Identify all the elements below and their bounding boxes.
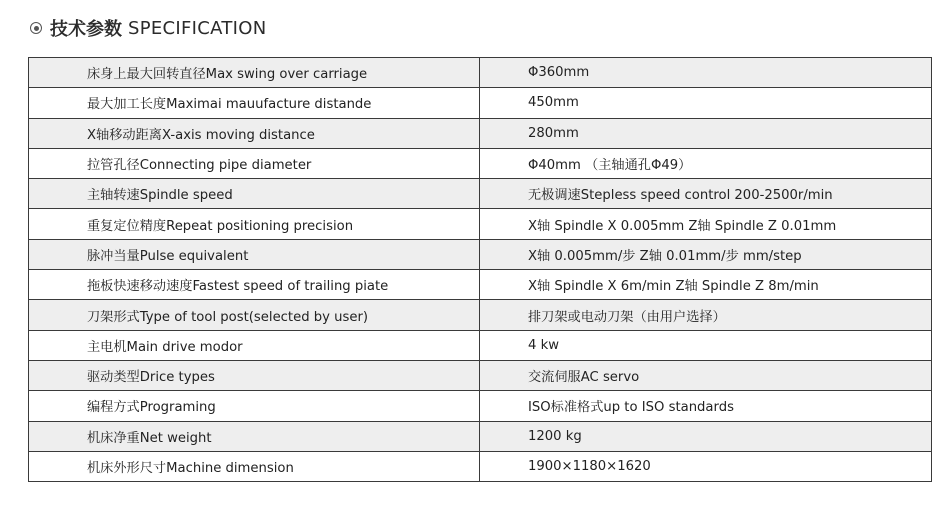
spec-label: 脉冲当量Pulse equivalent bbox=[29, 239, 480, 269]
spec-label: 机床净重Net weight bbox=[29, 421, 480, 451]
spec-value: Φ40mm （主轴通孔Φ49） bbox=[480, 148, 932, 178]
table-row bbox=[29, 88, 932, 118]
spec-label: 拖板快速移动速度Fastest speed of trailing piate bbox=[29, 270, 480, 300]
table-row bbox=[29, 179, 932, 209]
spec-value: 无极调速Stepless speed control 200-2500r/min bbox=[480, 179, 932, 209]
spec-label: 主电机Main drive modor bbox=[29, 330, 480, 360]
spec-value: 交流伺服AC servo bbox=[480, 360, 932, 390]
spec-label: 床身上最大回转直径Max swing over carriage bbox=[29, 58, 480, 88]
spec-value: 450mm bbox=[480, 88, 932, 118]
spec-value: X轴 Spindle X 0.005mm Z轴 Spindle Z 0.01mm bbox=[480, 209, 932, 239]
spec-label: 刀架形式Type of tool post(selected by user) bbox=[29, 300, 480, 330]
spec-value: X轴 0.005mm/步 Z轴 0.01mm/步 mm/step bbox=[480, 239, 932, 269]
spec-label: 驱动类型Drice types bbox=[29, 360, 480, 390]
table-row bbox=[29, 451, 932, 481]
heading-title-cn: 技术参数 bbox=[50, 19, 122, 40]
spec-value: 排刀架或电动刀架（由用户选择） bbox=[480, 300, 932, 330]
spec-label: 拉管孔径Connecting pipe diameter bbox=[29, 148, 480, 178]
spec-value: 280mm bbox=[480, 118, 932, 148]
table-row bbox=[29, 421, 932, 451]
spec-value: 1900×1180×1620 bbox=[480, 451, 932, 481]
table-row bbox=[29, 270, 932, 300]
spec-label: 主轴转速Spindle speed bbox=[29, 179, 480, 209]
table-row bbox=[29, 58, 932, 88]
heading-title-en: SPECIFICATION bbox=[128, 17, 267, 39]
spec-label: 编程方式Programing bbox=[29, 391, 480, 421]
spec-value: X轴 Spindle X 6m/min Z轴 Spindle Z 8m/min bbox=[480, 270, 932, 300]
table-row bbox=[29, 360, 932, 390]
table-row bbox=[29, 239, 932, 269]
table-row bbox=[29, 118, 932, 148]
spec-label: X轴移动距离X-axis moving distance bbox=[29, 118, 480, 148]
spec-value: 1200 kg bbox=[480, 421, 932, 451]
table-row bbox=[29, 209, 932, 239]
spec-value: 4 kw bbox=[480, 330, 932, 360]
circle-bullet-icon bbox=[30, 22, 42, 34]
specification-table bbox=[28, 57, 932, 482]
table-row bbox=[29, 330, 932, 360]
table-row bbox=[29, 148, 932, 178]
spec-label: 机床外形尺寸Machine dimension bbox=[29, 451, 480, 481]
section-heading bbox=[30, 15, 267, 41]
spec-value: ISO标准格式up to ISO standards bbox=[480, 391, 932, 421]
table-row bbox=[29, 391, 932, 421]
spec-value: Φ360mm bbox=[480, 58, 932, 88]
table-row bbox=[29, 300, 932, 330]
spec-label: 最大加工长度Maximai mauufacture distande bbox=[29, 88, 480, 118]
spec-label: 重复定位精度Repeat positioning precision bbox=[29, 209, 480, 239]
